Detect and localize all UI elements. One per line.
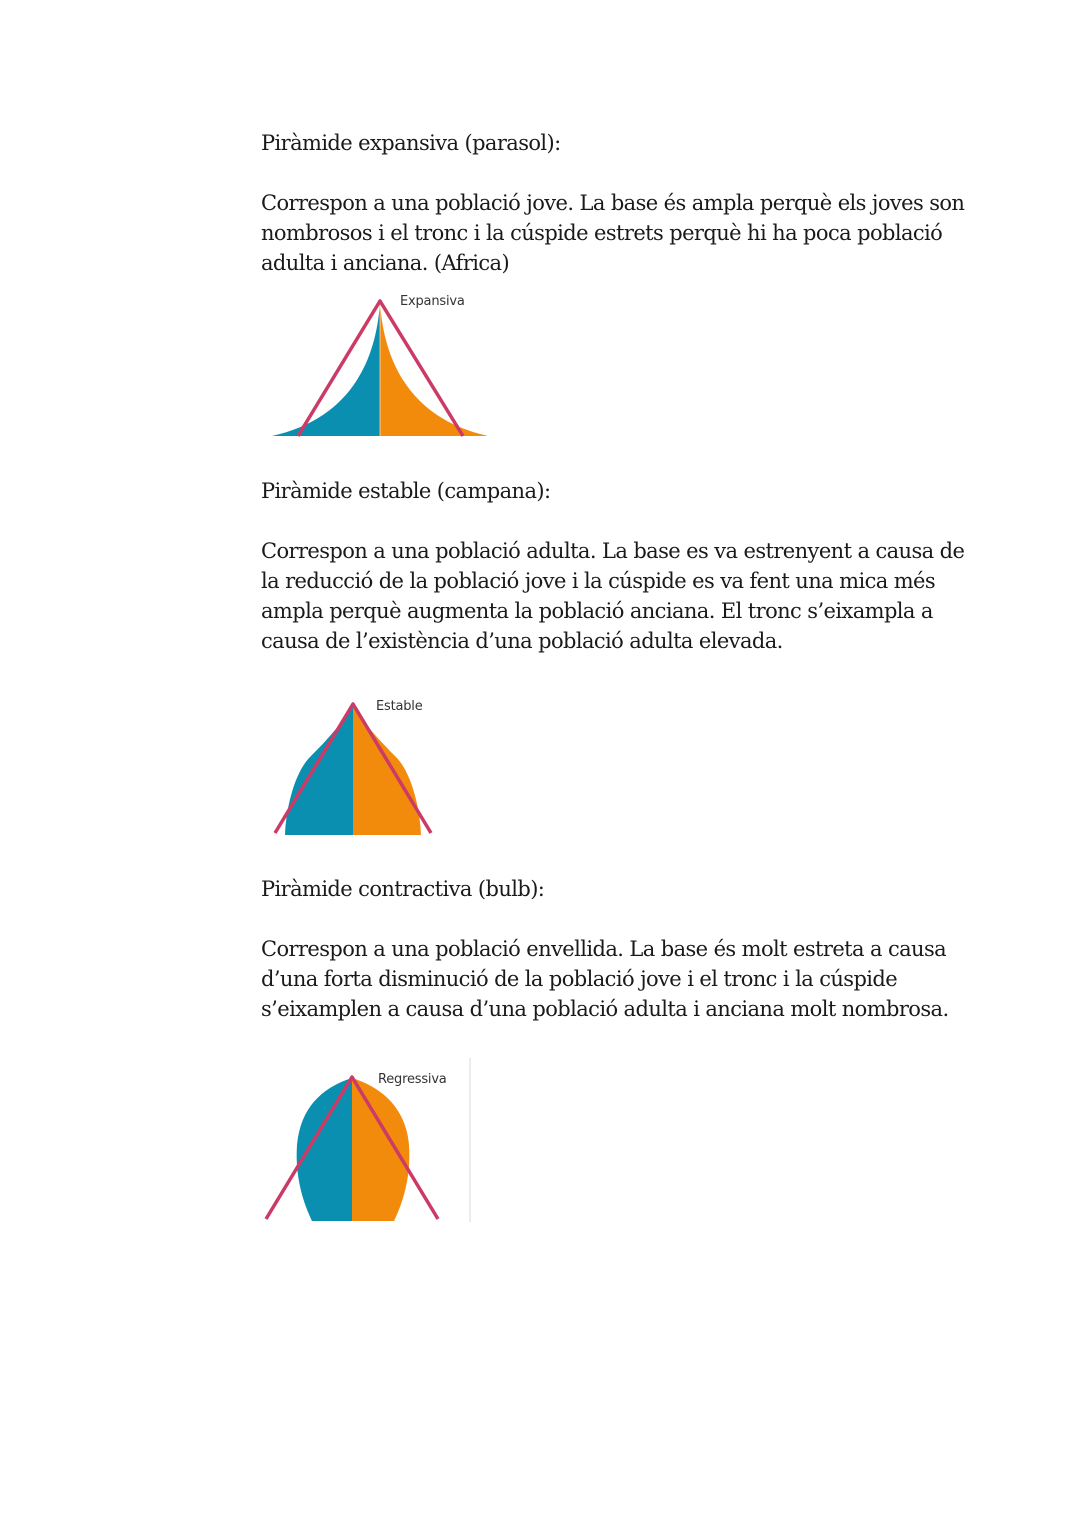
body-line: nombrosos i el tronc i la cúspide estrets perquè hi ha poca població bbox=[261, 221, 943, 245]
pyramid-diagram-expansiva bbox=[268, 294, 492, 442]
figure-label: Expansiva bbox=[400, 294, 465, 309]
pyramid-diagram-estable bbox=[270, 697, 440, 839]
pyramid-regressiva-icon bbox=[260, 1070, 450, 1224]
body-line: s’eixamplen a causa d’una població adulta i anciana molt nombrosa. bbox=[261, 997, 949, 1021]
pyramid-diagram-regressiva bbox=[260, 1070, 450, 1224]
section-expansiva-heading bbox=[261, 128, 561, 158]
section-expansiva-body bbox=[261, 188, 964, 278]
body-line: causa de l’existència d’una població adulta elevada. bbox=[261, 629, 783, 653]
image-edge-divider bbox=[469, 1058, 471, 1222]
pyramid-estable-icon bbox=[270, 697, 440, 839]
section-estable-body bbox=[261, 536, 964, 656]
body-line: d’una forta disminució de la població jove i el tronc i la cúspide bbox=[261, 967, 898, 991]
body-line: adulta i anciana. (Africa) bbox=[261, 251, 510, 275]
pyramid-expansiva-icon bbox=[268, 294, 492, 442]
section-contractiva-heading bbox=[261, 874, 544, 904]
heading-text: Piràmide expansiva (parasol): bbox=[261, 131, 561, 155]
section-contractiva-body bbox=[261, 934, 949, 1024]
figure-label: Regressiva bbox=[378, 1072, 447, 1087]
heading-text: Piràmide estable (campana): bbox=[261, 479, 551, 503]
heading-text: Piràmide contractiva (bulb): bbox=[261, 877, 545, 901]
body-line: Correspon a una població jove. La base és ampla perquè els joves son bbox=[261, 191, 965, 215]
body-line: ampla perquè augmenta la població anciana. El tronc s’eixampla a bbox=[261, 599, 933, 623]
body-line: la reducció de la població jove i la cúspide es va fent una mica més bbox=[261, 569, 936, 593]
figure-label: Estable bbox=[376, 699, 423, 714]
section-estable-heading bbox=[261, 476, 550, 506]
body-line: Correspon a una població adulta. La base es va estrenyent a causa de bbox=[261, 539, 965, 563]
body-line: Correspon a una població envellida. La base és molt estreta a causa bbox=[261, 937, 947, 961]
